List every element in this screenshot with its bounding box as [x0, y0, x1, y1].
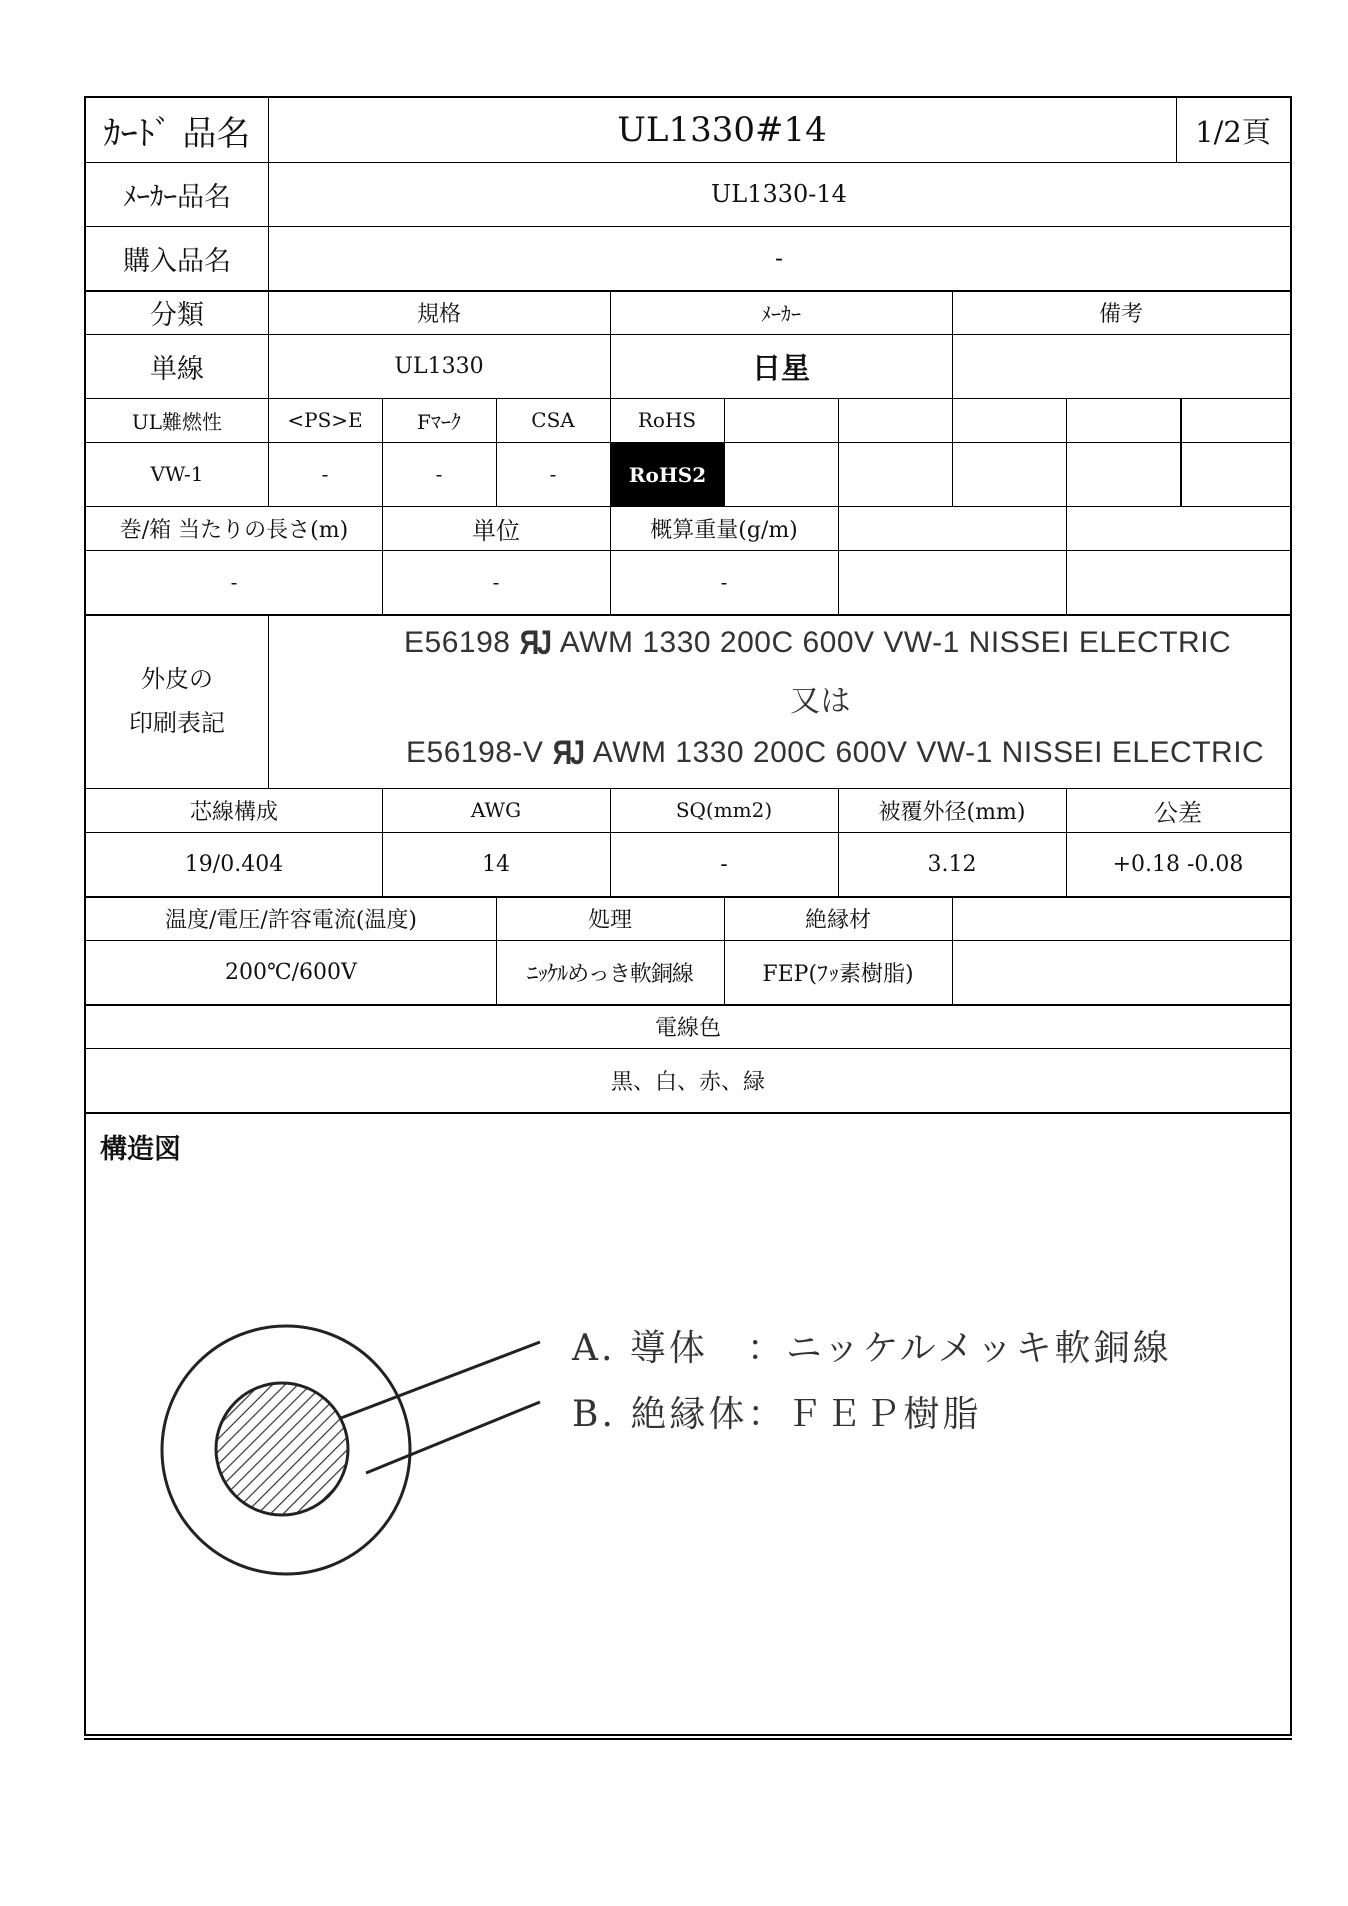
length-value-4 [838, 550, 1066, 614]
remarks-header: 備考 [1098, 301, 1143, 327]
ul-flame-header: UL難燃性 [131, 409, 223, 434]
unit-value: - [492, 570, 500, 594]
rohs-header: RoHS [637, 408, 697, 432]
remarks-value [952, 334, 1290, 398]
outer-diameter-value: 3.12 [927, 851, 977, 877]
f-mark-value: - [435, 462, 443, 486]
std-value-6 [724, 442, 838, 506]
card-name-value: UL1330#14 [617, 110, 827, 150]
diagram-label-b: B. 絶縁体：ＦＥＰ樹脂 [572, 1394, 982, 1435]
standard-header: 規格 [416, 301, 461, 327]
std-header-6 [724, 398, 838, 442]
print-marking-or [268, 674, 1290, 722]
length-header-5 [1066, 506, 1290, 550]
print-marking-line1 [268, 618, 1290, 668]
rohs-value: RoHS2 [611, 443, 724, 506]
wire-color-value: 黒、白、赤、緑 [610, 1069, 765, 1095]
print-marking-label-line2: 印刷表記 [129, 709, 225, 737]
tolerance-value: +0.18 -0.08 [1112, 851, 1244, 877]
maker-value: 日星 [751, 350, 810, 385]
spec-sheet [84, 96, 1292, 1736]
std-header-9 [1066, 398, 1180, 442]
insulation-header: 絶縁材 [804, 907, 871, 933]
pse-value: - [321, 462, 329, 486]
purchase-name-label: 購入品名 [123, 245, 231, 277]
std-header-8 [952, 398, 1066, 442]
thermal-header-4 [952, 896, 1290, 940]
purchase-name-value: - [774, 244, 784, 272]
length-per-roll-header: 巻/箱 当たりの長さ(m) [119, 517, 349, 543]
length-header-4 [838, 506, 1066, 550]
classification-value: 単線 [150, 353, 204, 385]
print-line1-text: AWM 1330 200C 600V VW-1 NISSEI ELECTRIC [559, 626, 1232, 659]
csa-value: - [549, 462, 557, 486]
diagram-label-a: A. 導体 ：ニッケルメッキ軟銅線 [572, 1328, 1172, 1369]
ul-flame-value: VW-1 [150, 462, 204, 486]
treatment-header: 処理 [587, 907, 632, 933]
ur-mark-icon: ЯJ [553, 733, 584, 772]
outer-diameter-header: 被覆外径(mm) [878, 799, 1026, 825]
maker-name-label: ﾒｰｶｰ品名 [123, 181, 231, 213]
awg-value: 14 [482, 851, 510, 877]
maker-header: ﾒｰｶｰ [761, 301, 801, 326]
print-line2-text: AWM 1330 200C 600V VW-1 NISSEI ELECTRIC [592, 736, 1265, 769]
insulation-value: FEP(ﾌｯ素樹脂) [762, 961, 914, 987]
or-text: 又は [790, 685, 851, 718]
std-value-10 [1180, 442, 1290, 506]
structure-diagram-title: 構造図 [100, 1133, 181, 1165]
std-value-8 [952, 442, 1066, 506]
print-marking-line2 [268, 728, 1290, 778]
awg-header: AWG [470, 798, 522, 822]
print-line2-code: E56198-V [406, 736, 544, 769]
std-header-7 [838, 398, 952, 442]
temp-voltage-header: 温度/電圧/許容電流(温度) [165, 907, 417, 933]
csa-header: CSA [531, 408, 575, 432]
f-mark-header: Fﾏｰｸ [417, 409, 461, 434]
classification-header: 分類 [150, 299, 204, 331]
print-marking-label-line1: 外皮の [141, 665, 213, 693]
core-construction-header: 芯線構成 [189, 799, 278, 825]
card-name-label: ｶｰﾄﾞ 品名 [103, 113, 251, 154]
print-marking-label [86, 614, 268, 788]
weight-header: 概算重量(g/m) [650, 517, 798, 543]
wire-color-header: 電線色 [654, 1015, 721, 1041]
maker-name-value: UL1330-14 [711, 180, 847, 208]
page-number: 1/2頁 [1195, 114, 1271, 149]
length-value-5 [1066, 550, 1290, 614]
unit-header: 単位 [472, 516, 520, 545]
std-value-7 [838, 442, 952, 506]
tolerance-header: 公差 [1154, 798, 1202, 827]
std-header-10 [1180, 398, 1290, 442]
standard-value: UL1330 [394, 353, 484, 379]
length-per-roll-value: - [230, 570, 238, 594]
weight-value: - [720, 570, 728, 594]
temp-voltage-value: 200℃/600V [225, 959, 357, 985]
sq-header: SQ(mm2) [675, 798, 773, 822]
treatment-value: ﾆｯｹﾙめっき軟銅線 [527, 961, 693, 987]
conductor-core [216, 1383, 348, 1515]
core-construction-value: 19/0.404 [184, 851, 284, 877]
print-line1-code: E56198 [404, 626, 511, 659]
std-value-9 [1066, 442, 1180, 506]
pse-header: <PS>E [287, 408, 363, 432]
ur-mark-icon: ЯJ [520, 623, 551, 662]
thermal-value-4 [952, 940, 1290, 1004]
sq-value: - [720, 851, 728, 877]
